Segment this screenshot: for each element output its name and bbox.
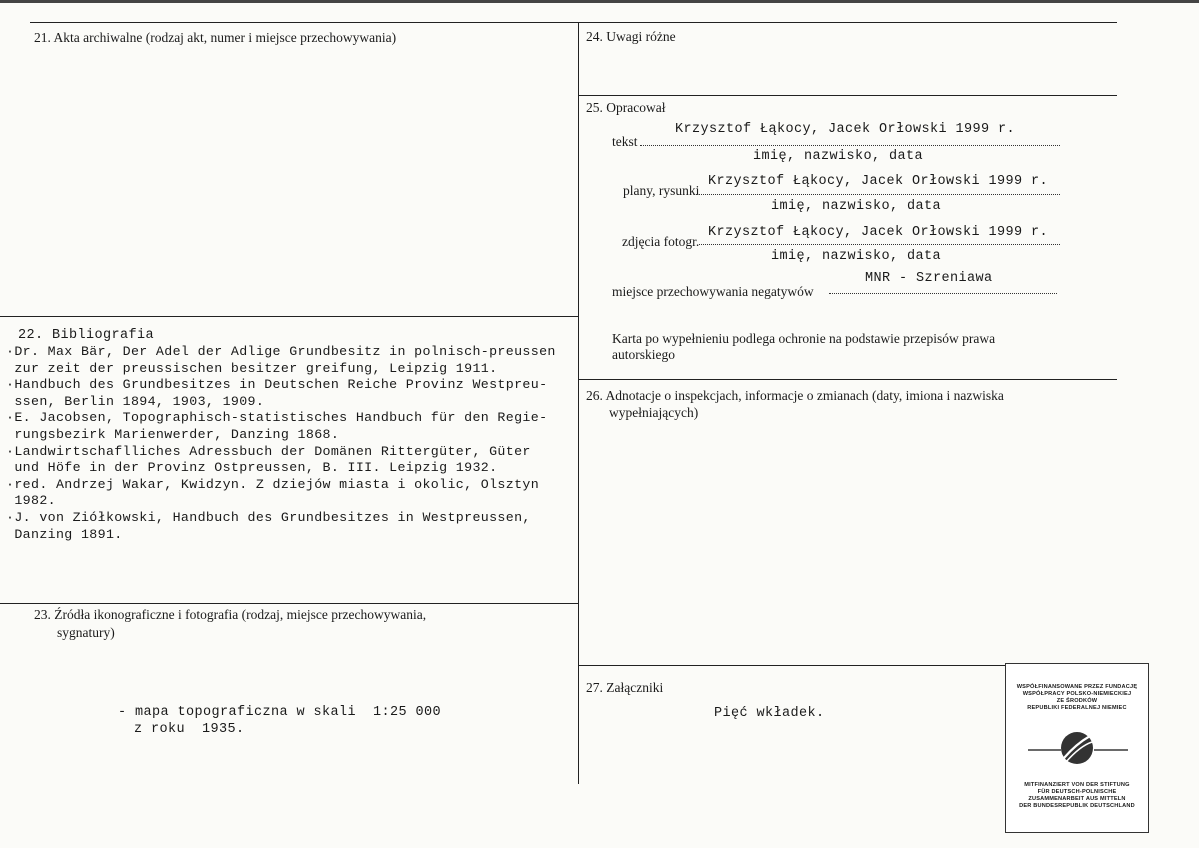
stamp-line: DER BUNDESREPUBLIK DEUTSCHLAND	[1019, 803, 1135, 809]
page-top-edge	[0, 0, 1199, 3]
foundation-logo-icon	[1006, 718, 1148, 778]
section-25-label: 25. Opracował	[586, 100, 666, 115]
bibliography-line: ·Dr. Max Bär, Der Adel der Adlige Grundbesitz in polnisch-preussen	[6, 344, 556, 359]
bibliography-line: zur zeit der preussischen besitzer greifung, Leipzig 1911.	[6, 360, 498, 376]
divider-21-22	[0, 316, 578, 317]
section-27-label: 27. Załączniki	[586, 680, 664, 695]
copyright-note-cont: autorskiego	[612, 347, 675, 362]
bibliography-line: Danzing 1891.	[6, 526, 123, 542]
plany-caption: imię, nazwisko, data	[771, 199, 942, 214]
divider-25-26	[578, 379, 1117, 380]
bibliography-line: und Höfe in der Provinz Ostpreussen, B. III. Leipzig 1932.	[6, 460, 498, 476]
bibliography-line: ·Landwirtschaflliches Adressbuch der Domänen Rittergüter, Güter	[6, 443, 531, 459]
divider-26-27	[578, 665, 1005, 666]
stamp-line: FÜR DEUTSCH-POLNISCHE	[1037, 789, 1117, 795]
divider-top	[30, 22, 1117, 23]
tekst-dotted-line	[640, 145, 1060, 146]
bibliography-line: ·E. Jacobsen, Topographisch-statistisches Handbuch für den Regie-	[6, 410, 548, 426]
divider-24-25	[578, 95, 1117, 96]
bibliography-line: ssen, Berlin 1894, 1903, 1909.	[6, 393, 265, 409]
section-23-label: 23. Źródła ikonograficzne i fotografia (rodzaj, miejsce przechowywania,	[34, 607, 427, 622]
foundation-stamp	[1005, 663, 1149, 833]
copyright-note: Karta po wypełnieniu podlega ochronie na podstawie przepisów prawa	[612, 331, 996, 346]
stamp-line: WSPÓŁFINANSOWANE PRZEZ FUNDACJĘ	[1016, 684, 1138, 690]
bibliography-line: rungsbezirk Marienwerder, Danzing 1868.	[6, 426, 340, 442]
section-23-label-cont: sygnatury)	[57, 625, 115, 640]
stamp-text-pl	[1006, 684, 1148, 712]
tekst-caption: imię, nazwisko, data	[753, 149, 924, 164]
bibliography-line: 1982.	[6, 493, 56, 509]
stamp-text-de	[1006, 782, 1148, 810]
iconography-entry: - mapa topograficzna w skali 1:25 000	[118, 705, 442, 720]
section-24-label: 24. Uwagi różne	[586, 29, 676, 44]
section-26-label: 26. Adnotacje o inspekcjach, informacje o zmianach (daty, imiona i nazwiska	[586, 388, 1004, 403]
stamp-line: ZE ŚRODKÓW	[1056, 698, 1098, 704]
plany-label: plany, rysunki	[623, 183, 700, 198]
tekst-value: Krzysztof Łąkocy, Jacek Orłowski 1999 r.	[675, 122, 1016, 137]
iconography-entry-cont: z roku 1935.	[134, 722, 245, 737]
bibliography-line: ·J. von Ziółkowski, Handbuch des Grundbesitzes in Westpreussen,	[6, 509, 531, 525]
negatywy-label: miejsce przechowywania negatywów	[612, 284, 814, 299]
section-26-label-cont: wypełniających)	[609, 405, 699, 420]
tekst-label: tekst	[612, 134, 638, 149]
zdjecia-label: zdjęcia fotogr.	[622, 234, 700, 249]
zdjecia-value: Krzysztof Łąkocy, Jacek Orłowski 1999 r.	[708, 225, 1049, 240]
negatywy-dotted-line	[829, 293, 1057, 294]
attachments-value: Pięć wkładek.	[714, 706, 825, 721]
plany-dotted-line	[696, 194, 1060, 195]
stamp-line: WSPÓŁPRACY POLSKO-NIEMIECKIEJ	[1022, 691, 1132, 697]
section-21-label: 21. Akta archiwalne (rodzaj akt, numer i miejsce przechowywania)	[34, 30, 397, 45]
divider-22-23	[0, 603, 578, 604]
zdjecia-dotted-line	[699, 244, 1060, 245]
zdjecia-caption: imię, nazwisko, data	[771, 249, 942, 264]
stamp-line: MITFINANZIERT VON DER STIFTUNG	[1024, 782, 1130, 788]
stamp-line: ZUSAMMENARBEIT AUS MITTELN	[1028, 796, 1126, 802]
stamp-line: REPUBLIKI FEDERALNEJ NIEMIEC	[1027, 705, 1127, 711]
bibliography-line: ·red. Andrzej Wakar, Kwidzyn. Z dziejów miasta i okolic, Olsztyn	[6, 476, 540, 492]
bibliography-list	[6, 344, 581, 543]
negatywy-value: MNR - Szreniawa	[865, 271, 993, 286]
plany-value: Krzysztof Łąkocy, Jacek Orłowski 1999 r.	[708, 174, 1049, 189]
section-22-label: 22. Bibliografia	[18, 328, 155, 343]
bibliography-line: ·Handbuch des Grundbesitzes in Deutschen Reiche Provinz Westpreu-	[6, 377, 548, 393]
